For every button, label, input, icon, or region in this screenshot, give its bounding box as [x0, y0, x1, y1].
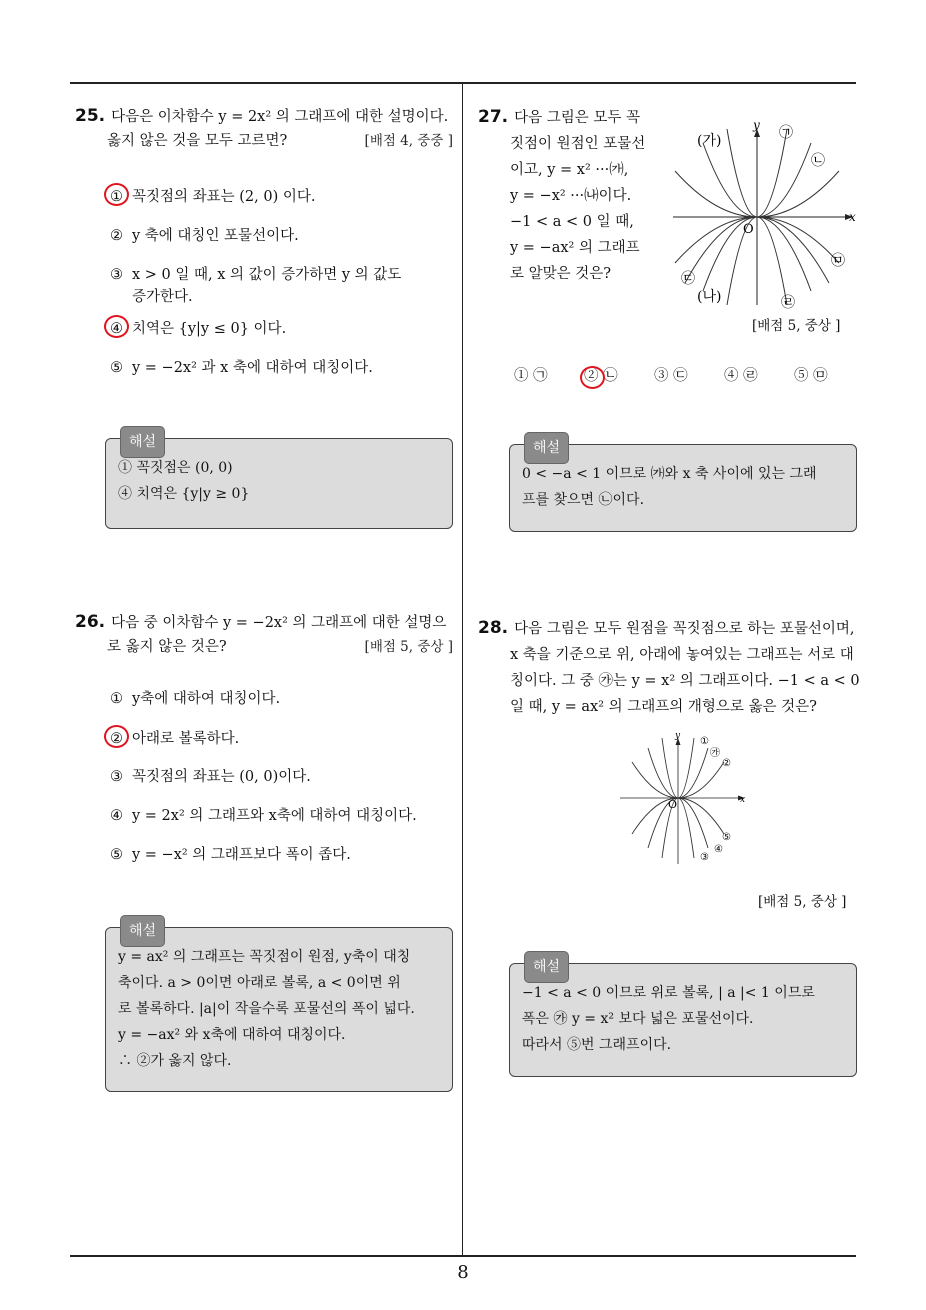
q26-explanation-box [105, 923, 453, 1092]
q28-label-x: x [740, 795, 746, 805]
q28-label-c5: ⑤ [722, 832, 731, 843]
q26-option-1-text: y축에 대하여 대칭이다. [132, 691, 281, 707]
q27-option-3-text: ㉢ [673, 368, 688, 384]
q27-option-5-text: ㉤ [813, 368, 828, 384]
q27-option-1-text: ㉠ [533, 368, 548, 384]
q28-stem [478, 615, 863, 720]
q26-option-5-text: y = −x² 의 그래프보다 폭이 좁다. [132, 847, 351, 863]
q26-explanation-tag: 해설 [120, 915, 165, 947]
q25-option-4-text: 치역은 {y|y ≤ 0} 이다. [132, 321, 287, 337]
q27-option-5[interactable] [794, 364, 828, 385]
q27-number: 27. [478, 107, 509, 127]
q25-stem-line2: 옳지 않은 것을 모두 고르면? [107, 133, 288, 149]
q27-option-1[interactable] [514, 364, 548, 385]
q26-stem-line2: 로 옳지 않은 것은? [107, 639, 227, 655]
q27-stem-line: 이고, y = x² ···㈎, [510, 162, 629, 178]
q25-option-4-mark: ④ [110, 321, 123, 337]
question-27 [478, 104, 648, 287]
q27-option-2-mark: ② [584, 368, 599, 384]
q28-explanation-line: −1 < a < 0 이므로 위로 볼록, | a |< 1 이므로 [522, 985, 815, 1001]
q25-option-3-text: x > 0 일 때, x 의 값이 증가하면 y 의 값도 [132, 267, 402, 283]
q28-stem-line: 칭이다. 그 중 ㉮는 y = x² 의 그래프이다. −1 < a < 0 [510, 673, 860, 689]
q25-score: [배점 4, 중중 ] [364, 133, 453, 149]
q25-option-3-text2: 증가한다. [132, 289, 193, 305]
q26-option-3-text: 꼭짓점의 좌표는 (0, 0)이다. [132, 769, 311, 785]
q27-option-3-mark: ③ [654, 368, 669, 384]
q26-explanation-line: y = ax² 의 그래프는 꼭짓점이 원점, y축이 대칭 [118, 949, 411, 965]
q28-stem-line: 다음 그림은 모두 원점을 꼭짓점으로 하는 포물선이며, [514, 621, 855, 637]
q27-label-ga: (가) [697, 133, 722, 149]
q27-explanation-line: 0 < −a < 1 이므로 ㈎와 x 축 사이에 있는 그래 [522, 466, 817, 482]
q25-number: 25. [75, 106, 106, 126]
q27-label-c4: ㉣ [781, 295, 795, 310]
q26-explanation-line: 축이다. a > 0이면 아래로 볼록, a < 0이면 위 [118, 975, 401, 991]
q28-explanation-line: 따라서 ⑤번 그래프이다. [522, 1037, 672, 1053]
q25-option-5-mark: ⑤ [110, 360, 123, 376]
red-answer-circle [580, 366, 605, 389]
q28-label-y: y [675, 731, 681, 741]
q27-explanation-tag: 해설 [524, 432, 569, 464]
q26-option-5[interactable] [110, 844, 351, 866]
q25-option-1-text: 꼭짓점의 좌표는 (2, 0) 이다. [132, 189, 316, 205]
q25-stem-line1: 다음은 이차함수 y = 2x² 의 그래프에 대한 설명이다. [111, 109, 449, 125]
q26-option-4[interactable] [110, 805, 417, 827]
q28-number: 28. [478, 618, 509, 638]
q28-parabola-graph [618, 728, 758, 868]
q26-number: 26. [75, 612, 106, 632]
q26-option-2-text: 아래로 볼록하다. [132, 731, 240, 747]
q26-option-4-mark: ④ [110, 808, 123, 824]
q25-explanation-tag: 해설 [120, 426, 165, 458]
question-28 [478, 615, 863, 720]
q27-option-2[interactable] [584, 364, 618, 385]
q28-score: [배점 5, 중상 ] [758, 894, 847, 910]
q27-label-o: O [743, 222, 754, 237]
q26-score: [배점 5, 중상 ] [364, 639, 453, 655]
q26-option-3-mark: ③ [110, 769, 123, 785]
q27-stem-line: 다음 그림은 모두 꼭 [514, 110, 641, 126]
q25-option-5-text: y = −2x² 과 x 축에 대하여 대칭이다. [132, 360, 373, 376]
q26-option-1[interactable] [110, 688, 280, 710]
q27-stem-line: 짓점이 원점인 포물선 [510, 136, 646, 152]
q27-option-3[interactable] [654, 364, 688, 385]
q27-label-x: x [849, 210, 856, 224]
q25-option-2-mark: ② [110, 228, 123, 244]
q28-label-ga: ㉮ [710, 748, 720, 759]
q25-explanation-line: ④ 치역은 {y|y ≥ 0} [118, 486, 250, 502]
q26-explanation-line: 로 볼록하다. |a|이 작을수록 포물선의 폭이 넓다. [118, 1001, 415, 1017]
q28-label-c2: ② [722, 758, 731, 769]
q28-explanation-box [509, 959, 857, 1077]
q27-label-c2: ㉡ [811, 153, 825, 169]
q27-option-1-mark: ① [514, 368, 529, 384]
q27-explanation-line: 프를 찾으면 ㉡이다. [522, 492, 645, 508]
q27-stem-line: −1 < a < 0 일 때, [510, 214, 634, 230]
q26-option-2-mark: ② [110, 731, 123, 747]
q27-stem-line: y = −x² ···㈏이다. [510, 188, 632, 204]
q27-option-5-mark: ⑤ [794, 368, 809, 384]
column-divider [462, 83, 463, 1255]
q26-option-4-text: y = 2x² 의 그래프와 x축에 대하여 대칭이다. [132, 808, 417, 824]
q27-label-c3: ㉢ [681, 271, 695, 287]
q27-option-2-text: ㉡ [603, 368, 618, 384]
q27-label-y: y [753, 118, 760, 132]
q28-stem-line: x 축을 기준으로 위, 아래에 놓여있는 그래프는 서로 대 [510, 647, 854, 663]
q27-parabola-graph [665, 115, 865, 310]
q27-option-4-text: ㉣ [743, 368, 758, 384]
q27-options [514, 364, 854, 388]
q26-option-3[interactable] [110, 766, 311, 788]
q26-options [110, 0, 450, 1310]
q28-label-c4: ④ [714, 844, 723, 855]
q27-stem-line: 로 알맞은 것은? [510, 266, 612, 282]
q28-label-c1: ① [700, 736, 709, 747]
q27-label-c5: ㉤ [831, 253, 845, 269]
q26-explanation-line: ∴ ②가 옳지 않다. [118, 1053, 232, 1069]
q28-label-o: O [668, 798, 678, 811]
q28-label-c3: ③ [700, 852, 709, 863]
q28-explanation-tag: 해설 [524, 951, 569, 983]
q27-explanation-box [509, 440, 857, 532]
q26-option-1-mark: ① [110, 691, 123, 707]
q26-option-2[interactable] [110, 728, 239, 750]
q27-stem-line: y = −ax² 의 그래프 [510, 240, 640, 256]
q25-explanation-line: ① 꼭짓점은 (0, 0) [118, 460, 233, 476]
q28-explanation-line: 폭은 ㉮ y = x² 보다 넓은 포물선이다. [522, 1011, 754, 1027]
q26-stem-line1: 다음 중 이차함수 y = −2x² 의 그래프에 대한 설명으 [111, 615, 447, 631]
q26-explanation-line: y = −ax² 와 x축에 대하여 대칭이다. [118, 1027, 346, 1043]
q27-label-na: (나) [697, 289, 722, 305]
q27-label-c1: ㉠ [779, 125, 793, 141]
q26-option-5-mark: ⑤ [110, 847, 123, 863]
page-number: 8 [457, 1262, 469, 1283]
q25-option-1-mark: ① [110, 189, 123, 205]
red-answer-circle [104, 725, 129, 748]
q25-option-2-text: y 축에 대칭인 포물선이다. [132, 228, 299, 244]
q27-option-4-mark: ④ [724, 368, 739, 384]
q27-option-4[interactable] [724, 364, 758, 385]
q25-option-3-mark: ③ [110, 267, 123, 283]
q28-stem-line: 일 때, y = ax² 의 그래프의 개형으로 옳은 것은? [510, 699, 817, 715]
q27-stem [478, 104, 648, 287]
q27-score: [배점 5, 중상 ] [752, 318, 841, 334]
